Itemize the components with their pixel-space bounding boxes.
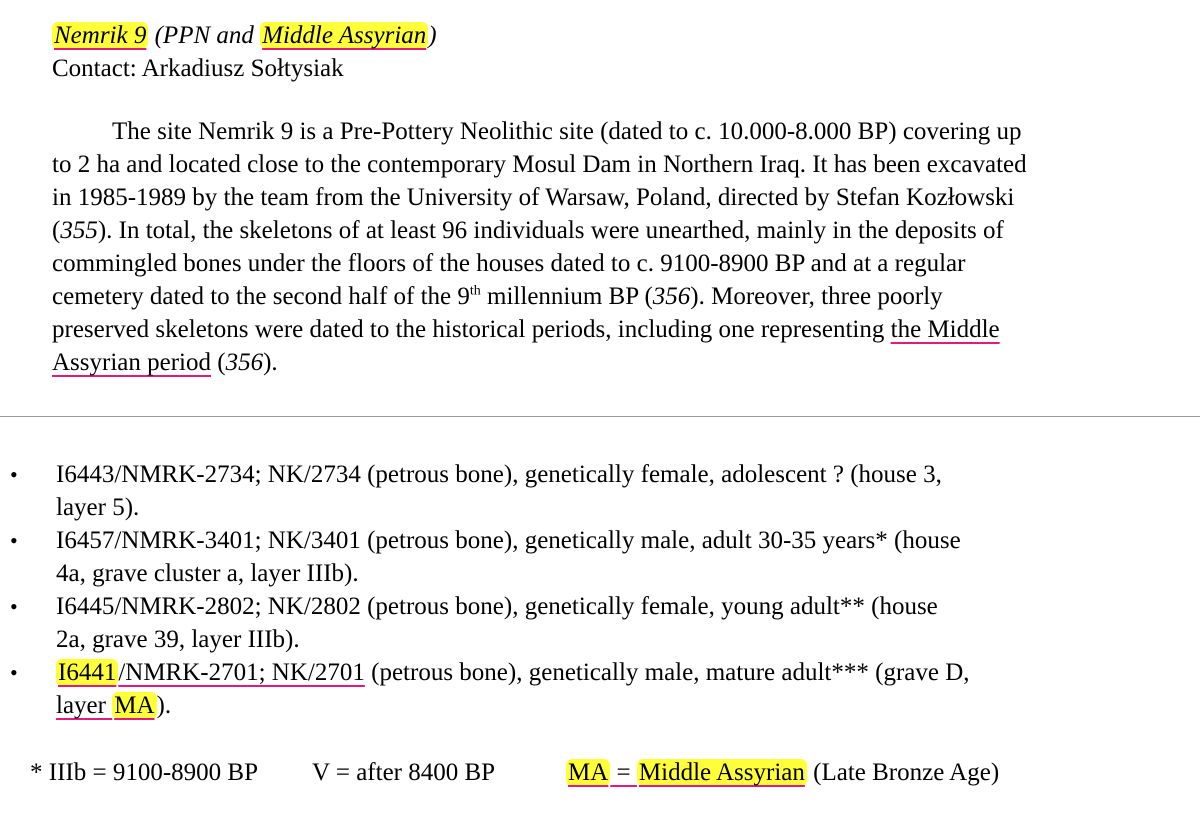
bullet-icon: • (10, 528, 18, 553)
para-line-7: preserved skeletons were dated to the historical periods, including one representing the Middle (52, 316, 1000, 343)
site-heading: Nemrik 9 (PPN and Middle Assyrian) (54, 22, 437, 49)
bullet-icon: • (10, 594, 18, 619)
footnote-ma-full: Middle Assyrian (638, 759, 805, 786)
footnote-ma-abbr: MA (568, 759, 609, 786)
sample-4-ids: I6441/NMRK-2701; NK/2701 (58, 659, 365, 686)
sample-2-line-2: 4a, grave cluster a, layer IIIb). (56, 560, 359, 587)
footnote-v: V = after 8400 BP (312, 759, 496, 786)
para-line-2: to 2 ha and located close to the contemporary Mosul Dam in Northern Iraq. It has been excavated (52, 151, 1027, 178)
sample-3-line-2: 2a, grave 39, layer IIIb). (56, 626, 300, 653)
ref-356: 356 (652, 283, 691, 310)
para-line-1: The site Nemrik 9 is a Pre-Pottery Neolithic site (dated to c. 10.000-8.000 BP) covering up (112, 118, 1022, 145)
sample-3-line-1: I6445/NMRK-2802; NK/2802 (petrous bone), genetically female, young adult** (house (56, 593, 938, 620)
site-name: Nemrik 9 (54, 22, 147, 49)
section-divider (0, 416, 1200, 417)
bullet-icon: • (10, 660, 18, 685)
footnote-iiib: * IIIb = 9100-8900 BP (30, 759, 258, 786)
sample-2-line-1: I6457/NMRK-3401; NK/3401 (petrous bone), genetically male, adult 30-35 years* (house (56, 527, 961, 554)
para-line-6: cemetery dated to the second half of the 9th millennium BP (356). Moreover, three poorly (52, 283, 943, 310)
footnote-ma: MA = Middle Assyrian (Late Bronze Age) (568, 759, 1000, 786)
middle-assyrian-highlight: the Middle (890, 316, 1000, 343)
contact-line: Contact: Arkadiusz Sołtysiak (52, 55, 344, 82)
para-line-5: commingled bones under the floors of the houses dated to c. 9100-8900 BP and at a regular (52, 250, 966, 277)
sample-4-line-2: layer MA). (56, 692, 172, 719)
bullet-icon: • (10, 462, 18, 487)
para-line-8: Assyrian period (356). (52, 349, 278, 376)
sample-4-line-1: I6441/NMRK-2701; NK/2701 (petrous bone), genetically male, mature adult*** (grave D, (58, 659, 970, 686)
ref-355: 355 (60, 217, 98, 244)
sample-4-id: I6441 (58, 659, 117, 686)
sample-1-line-2: layer 5). (56, 494, 140, 521)
assyrian-period-highlight: Assyrian period (52, 349, 211, 376)
sample-1-line-1: I6443/NMRK-2734; NK/2734 (petrous bone), genetically female, adolescent ? (house 3, (56, 461, 942, 488)
para-line-4: (355). In total, the skeletons of at least 96 individuals were unearthed, mainly in the deposits of (52, 217, 1004, 244)
period-label: Middle Assyrian (262, 22, 427, 49)
layer-ma: MA (114, 692, 155, 719)
para-line-3: in 1985-1989 by the team from the University of Warsaw, Poland, directed by Stefan Kozłowski (52, 184, 1015, 211)
